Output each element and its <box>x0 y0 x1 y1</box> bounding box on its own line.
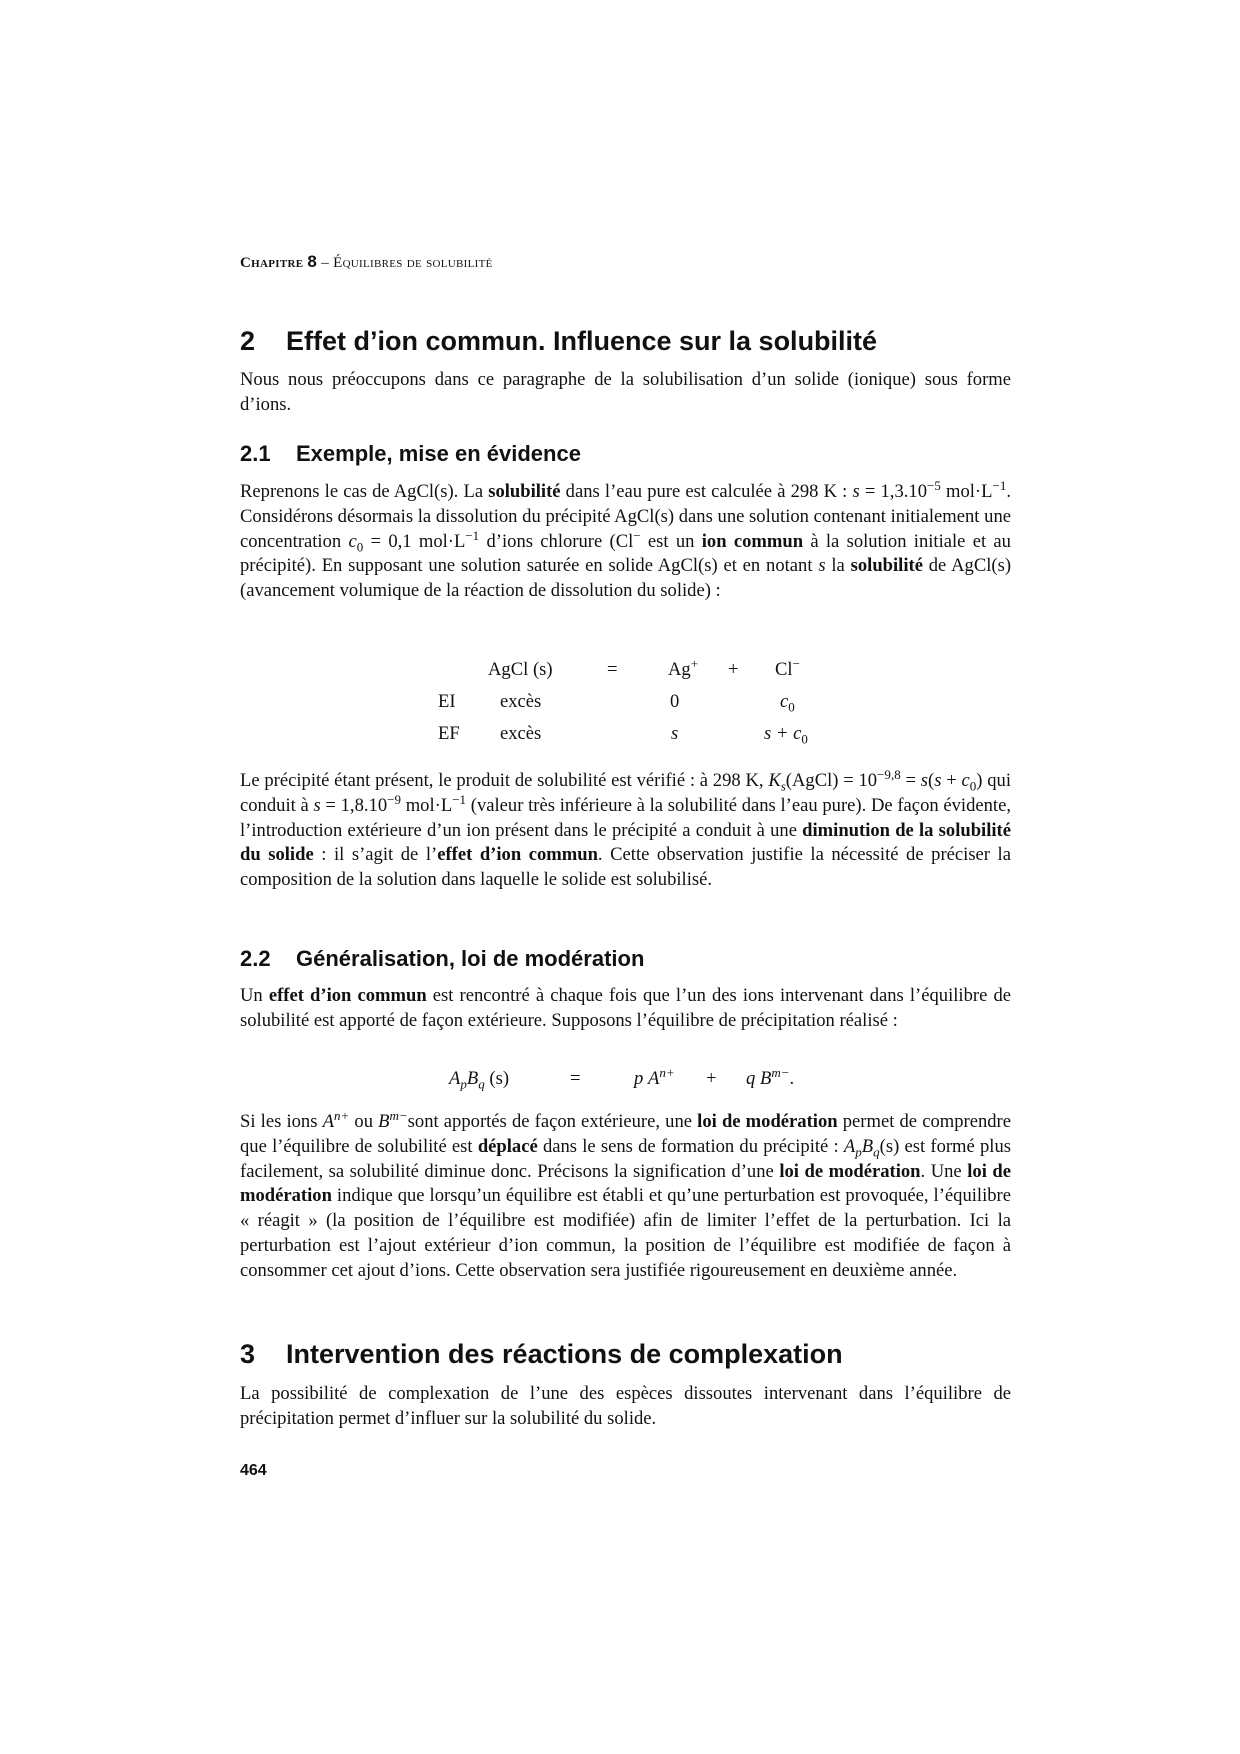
text-segment: K <box>768 770 781 791</box>
text-segment: B <box>861 1135 874 1157</box>
text-segment: loi de modération <box>779 1160 921 1182</box>
text-segment: (s) est formé plus facilement, sa solubilité diminue donc. Précisons la signification d’une <box>240 1135 1011 1182</box>
ei-anion <box>780 690 795 714</box>
text-segment: = 0,1 mol·L <box>363 530 466 552</box>
eq-plus: + <box>706 1068 717 1089</box>
text-segment: (AgCl) = 10 <box>785 770 878 791</box>
text-segment: mol·L <box>400 794 453 816</box>
section-number: 2 <box>240 326 256 356</box>
text-segment: loi de modération <box>697 1111 838 1132</box>
paragraph-moderation <box>240 1107 1011 1284</box>
text-segment: −1 <box>465 527 480 543</box>
text-segment: est un <box>640 530 702 552</box>
text-segment: ) qui conduit à <box>240 770 1011 816</box>
section-title: Généralisation, loi de modération <box>296 946 645 971</box>
text-segment: effet d’ion commun <box>268 985 427 1006</box>
row-label-ef: EF <box>438 723 460 744</box>
cation-symbol: Ag <box>668 659 691 680</box>
text-segment: effet d’ion commun <box>437 844 598 866</box>
text-segment: la <box>825 555 851 577</box>
text-segment: −1 <box>992 477 1007 493</box>
plus-sign: + <box>728 659 739 680</box>
text-segment: − <box>633 527 641 543</box>
eq-end: . <box>789 1068 795 1089</box>
text-segment: Nous nous préoccupons dans ce paragraphe de la solubilisation d’un solide (ionique) sous forme d’ions. <box>240 369 1011 415</box>
ef-anion-value: s + c <box>764 723 802 744</box>
eq-m-charge: m− <box>771 1064 790 1080</box>
text-segment: permet de comprendre que l’équilibre de solubilité est <box>240 1111 1011 1157</box>
eq-coef-p: p <box>634 1068 644 1089</box>
text-segment: −9 <box>387 791 401 807</box>
eq-equals: = <box>570 1068 581 1089</box>
ei-anion-value: c <box>780 691 789 712</box>
text-segment: A <box>843 1135 856 1157</box>
text-segment: + <box>941 770 962 791</box>
section-title: Exemple, mise en évidence <box>296 441 581 466</box>
text-segment: dans le sens de formation du précipité : <box>537 1135 844 1157</box>
section-number: 3 <box>240 1339 256 1369</box>
ei-cation: 0 <box>670 691 680 712</box>
reactant: AgCl (s) <box>488 659 553 680</box>
text-segment: est rencontré à chaque fois que l’un des ions intervenant dans l’équilibre de solubilité est apporté de façon extérieure. Supposons l’équilibre de précipitation réalisé : <box>240 985 1011 1031</box>
text-segment: −1 <box>452 791 467 807</box>
paragraph-complexation <box>240 1382 1011 1432</box>
text-segment: Reprenons le cas de AgCl(s). La <box>240 481 489 502</box>
cation <box>668 655 699 682</box>
text-segment: de AgCl(s) (avancement volumique de la réaction de dissolution du solide) : <box>240 555 1012 602</box>
text-segment: mol·L <box>940 481 993 502</box>
text-segment: 0 <box>969 778 977 794</box>
text-segment: dans l’eau pure est calculée à 298 K : <box>560 481 853 502</box>
text-segment: = 1,3.10 <box>859 481 927 502</box>
chapter-number: 8 <box>307 252 318 271</box>
text-segment: −5 <box>927 477 941 493</box>
chapter-word: Chapitre <box>240 255 304 271</box>
text-segment: solubilité <box>850 555 923 577</box>
eq-coef-q: q <box>746 1068 756 1089</box>
eq-state: (s) <box>484 1068 510 1089</box>
cation-charge: + <box>690 655 699 671</box>
row-label-ei: EI <box>438 691 456 712</box>
ei-anion-sub: 0 <box>788 699 795 715</box>
ef-anion <box>764 722 808 746</box>
text-segment: solubilité <box>488 481 561 502</box>
eq-q: q <box>478 1076 485 1092</box>
text-segment: . Considérons désormais la dissolution du précipité AgCl(s) dans une solution contenant initialement une concentration <box>240 481 1011 552</box>
paragraph-intro <box>240 368 1011 418</box>
section-2-heading <box>240 326 1011 357</box>
text-segment: A <box>322 1111 334 1132</box>
equals-sign: = <box>607 659 618 680</box>
text-segment: s <box>934 770 942 791</box>
text-segment: −9,8 <box>877 766 901 782</box>
text-segment: q <box>873 1144 880 1160</box>
text-segment: . Une <box>920 1160 968 1182</box>
eq-n-charge: n+ <box>659 1064 675 1080</box>
eq-cation-term <box>634 1064 675 1091</box>
page-number: 464 <box>240 1462 267 1479</box>
text-segment: m− <box>389 1107 408 1123</box>
ef-reactant: excès <box>500 723 542 744</box>
text-segment: Le précipité étant présent, le produit de solubilité est vérifié : à 298 K, <box>240 770 769 791</box>
text-segment: c <box>348 530 357 552</box>
anion <box>775 655 800 682</box>
text-segment: . Cette observation justifie la nécessité de préciser la composition de la solution dans laquelle le solide est solubilisé. <box>240 844 1011 891</box>
eq-b2: B <box>759 1068 772 1089</box>
text-segment: = 1,8.10 <box>320 794 388 816</box>
ef-anion-sub: 0 <box>801 731 808 747</box>
ei-reactant: excès <box>500 691 542 712</box>
text-segment: n+ <box>333 1107 350 1123</box>
text-segment: s <box>313 794 321 816</box>
text-segment: sont apportés de façon extérieure, une <box>407 1111 698 1132</box>
text-segment: c <box>961 770 970 791</box>
text-segment: loi de modération <box>240 1160 1011 1207</box>
anion-symbol: Cl <box>775 659 793 680</box>
equation-solid <box>449 1067 509 1091</box>
text-segment: Si les ions <box>240 1111 323 1132</box>
paragraph-result <box>240 766 1012 893</box>
text-segment: ou <box>349 1111 379 1132</box>
text-segment: diminution de la solubilité du solide <box>240 819 1011 866</box>
section-number: 2.1 <box>240 441 271 466</box>
text-segment: ( <box>928 770 935 791</box>
section-2-1-heading <box>240 441 1011 467</box>
text-segment: Un <box>240 985 269 1006</box>
text-segment: s <box>852 481 860 502</box>
eq-p: p <box>460 1076 467 1092</box>
text-segment: ion commun <box>701 530 804 552</box>
text-segment: s <box>920 770 928 791</box>
eq-a2: A <box>647 1068 660 1089</box>
text-segment: déplacé <box>477 1135 538 1157</box>
text-segment: La possibilité de complexation de l’une des espèces dissoutes intervenant dans l’équilibre de précipitation permet d’influer sur la solubilité du solide. <box>240 1383 1011 1429</box>
eq-a: A <box>449 1068 461 1089</box>
text-segment: d’ions chlorure (Cl <box>479 530 634 552</box>
text-segment: indique que lorsqu’un équilibre est établi et qu’une perturbation est provoquée, l’équilibre « réagit » (la position de l’équilibre est modifiée) afin de limiter l’effet de la perturbation. Ici la perturbation est l’ajout extérieur d’ion commun, la position de l’équilibre est modifiée de façon à consommer cet ajout d’ions. Cette observation sera justifiée rigoureusement en deuxième année. <box>240 1185 1011 1281</box>
eq-anion-term <box>746 1064 795 1091</box>
text-segment: s <box>780 778 786 794</box>
section-3-heading <box>240 1339 1011 1370</box>
chapter-title: – Équilibres de solubilité <box>321 255 493 271</box>
text-segment: s <box>818 555 826 577</box>
section-number: 2.2 <box>240 946 271 971</box>
anion-charge: − <box>792 655 800 671</box>
section-2-2-heading <box>240 946 1011 972</box>
eq-b: B <box>466 1068 479 1089</box>
text-segment: = <box>900 770 921 791</box>
section-title: Effet d’ion commun. Influence sur la solubilité <box>286 326 878 356</box>
text-segment: p <box>855 1144 862 1160</box>
running-header <box>240 252 1011 272</box>
paragraph-generalisation <box>240 984 1011 1034</box>
ef-cation: s <box>671 723 679 744</box>
text-segment: B <box>378 1111 390 1132</box>
text-segment: (valeur très inférieure à la solubilité dans l’eau pure). De façon évidente, l’introduction extérieure d’un ion présent dans le précipité a conduit à une <box>240 794 1012 841</box>
text-segment: 0 <box>356 539 364 555</box>
text-segment: : il s’agit de l’ <box>313 844 438 866</box>
section-title: Intervention des réactions de complexation <box>286 1339 843 1369</box>
text-segment: à la solution initiale et au précipité). En supposant une solution saturée en solide AgCl(s) et en notant <box>240 530 1011 577</box>
paragraph-example <box>240 477 1012 604</box>
